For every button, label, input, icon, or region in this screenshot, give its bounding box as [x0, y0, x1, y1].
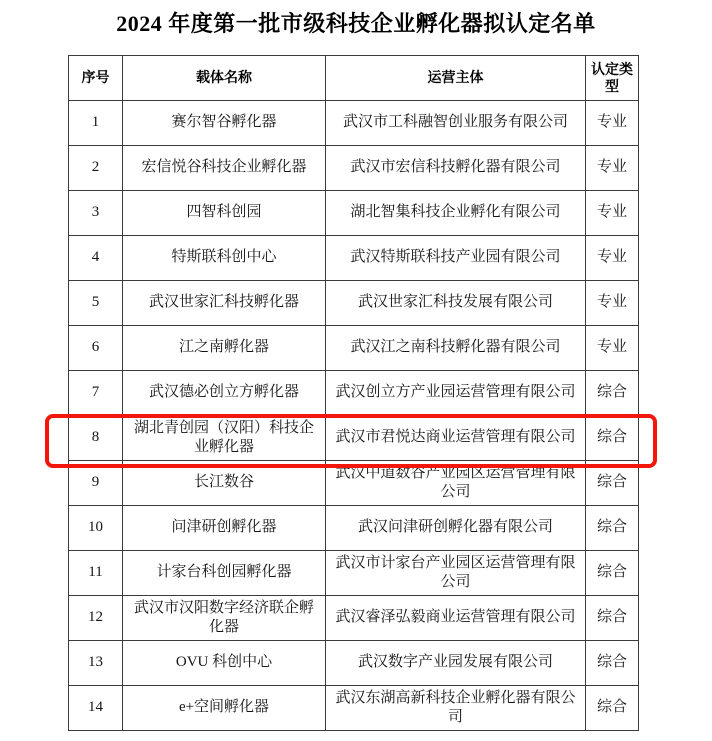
cell-carrier-name: 问津研创孵化器	[123, 506, 326, 551]
cell-operating-entity: 武汉市宏信科技孵化器有限公司	[326, 146, 586, 191]
cell-operating-entity: 武汉睿泽弘毅商业运营管理有限公司	[326, 596, 586, 641]
cell-recognition-type: 综合	[586, 596, 639, 641]
incubator-table	[68, 55, 639, 731]
table-row	[69, 371, 639, 416]
cell-carrier-name: 武汉德必创立方孵化器	[123, 371, 326, 416]
cell-serial-no: 14	[69, 686, 123, 731]
header-carrier-name: 载体名称	[123, 56, 326, 101]
table-row	[69, 641, 639, 686]
cell-carrier-name: 江之南孵化器	[123, 326, 326, 371]
cell-serial-no: 1	[69, 101, 123, 146]
cell-operating-entity: 武汉市工科融智创业服务有限公司	[326, 101, 586, 146]
cell-carrier-name: 湖北青创园（汉阳）科技企业孵化器	[123, 416, 326, 461]
cell-recognition-type: 综合	[586, 686, 639, 731]
cell-serial-no: 2	[69, 146, 123, 191]
cell-carrier-name: e+空间孵化器	[123, 686, 326, 731]
cell-serial-no: 9	[69, 461, 123, 506]
cell-carrier-name: 长江数谷	[123, 461, 326, 506]
header-operating-entity: 运营主体	[326, 56, 586, 101]
cell-operating-entity: 武汉市计家台产业园区运营管理有限公司	[326, 551, 586, 596]
cell-serial-no: 8	[69, 416, 123, 461]
table-row	[69, 326, 639, 371]
cell-recognition-type: 专业	[586, 326, 639, 371]
cell-carrier-name: OVU 科创中心	[123, 641, 326, 686]
cell-carrier-name: 特斯联科创中心	[123, 236, 326, 281]
cell-recognition-type: 综合	[586, 461, 639, 506]
cell-recognition-type: 专业	[586, 236, 639, 281]
cell-recognition-type: 专业	[586, 101, 639, 146]
page-title: 2024 年度第一批市级科技企业孵化器拟认定名单	[116, 11, 596, 36]
table-header-row	[69, 56, 639, 101]
cell-operating-entity: 武汉特斯联科技产业园有限公司	[326, 236, 586, 281]
cell-carrier-name: 赛尔智谷孵化器	[123, 101, 326, 146]
cell-serial-no: 6	[69, 326, 123, 371]
cell-carrier-name: 宏信悦谷科技企业孵化器	[123, 146, 326, 191]
cell-carrier-name: 四智科创园	[123, 191, 326, 236]
table-row	[69, 191, 639, 236]
table-row	[69, 461, 639, 506]
cell-carrier-name: 武汉世家汇科技孵化器	[123, 281, 326, 326]
cell-recognition-type: 综合	[586, 506, 639, 551]
cell-operating-entity: 武汉创立方产业园运营管理有限公司	[326, 371, 586, 416]
cell-recognition-type: 综合	[586, 641, 639, 686]
table-row	[69, 551, 639, 596]
cell-serial-no: 4	[69, 236, 123, 281]
cell-operating-entity: 湖北智集科技企业孵化有限公司	[326, 191, 586, 236]
cell-serial-no: 7	[69, 371, 123, 416]
table-row	[69, 686, 639, 731]
table-row	[69, 281, 639, 326]
table-row	[69, 101, 639, 146]
cell-serial-no: 13	[69, 641, 123, 686]
cell-serial-no: 11	[69, 551, 123, 596]
cell-operating-entity: 武汉江之南科技孵化器有限公司	[326, 326, 586, 371]
cell-recognition-type: 专业	[586, 146, 639, 191]
header-recognition-type: 认定类型	[586, 56, 639, 101]
cell-recognition-type: 综合	[586, 551, 639, 596]
header-serial-no: 序号	[69, 56, 123, 101]
cell-recognition-type: 专业	[586, 281, 639, 326]
table-row	[69, 146, 639, 191]
cell-carrier-name: 武汉市汉阳数字经济联企孵化器	[123, 596, 326, 641]
cell-carrier-name: 计家台科创园孵化器	[123, 551, 326, 596]
table-row	[69, 506, 639, 551]
cell-recognition-type: 综合	[586, 416, 639, 461]
table-row-highlighted	[69, 416, 639, 461]
table-row	[69, 596, 639, 641]
cell-operating-entity: 武汉东湖高新科技企业孵化器有限公司	[326, 686, 586, 731]
cell-serial-no: 10	[69, 506, 123, 551]
table-row	[69, 236, 639, 281]
cell-operating-entity: 武汉世家汇科技发展有限公司	[326, 281, 586, 326]
cell-serial-no: 3	[69, 191, 123, 236]
cell-recognition-type: 综合	[586, 371, 639, 416]
cell-operating-entity: 武汉数字产业园发展有限公司	[326, 641, 586, 686]
cell-operating-entity: 武汉中道数谷产业园区运营管理有限公司	[326, 461, 586, 506]
cell-operating-entity: 武汉市君悦达商业运营管理有限公司	[326, 416, 586, 461]
cell-recognition-type: 专业	[586, 191, 639, 236]
cell-operating-entity: 武汉问津研创孵化器有限公司	[326, 506, 586, 551]
cell-serial-no: 5	[69, 281, 123, 326]
cell-serial-no: 12	[69, 596, 123, 641]
